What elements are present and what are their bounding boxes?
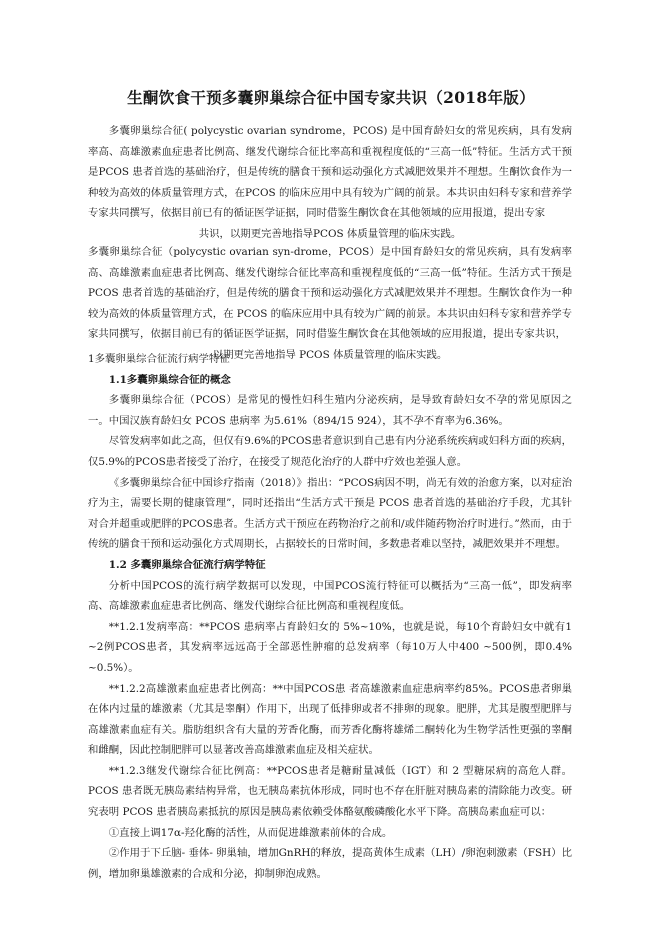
section-heading: 1多囊卵巢综合征流行病学特征 xyxy=(88,353,230,365)
section-1 xyxy=(88,349,572,884)
abstract-paragraph: 多囊卵巢综合征( polycystic ovarian syndrome，PCOS) 是中国育龄妇女的常见疾病，具有发病率高、高雄激素血症患者比例高、继发代谢综合征比率高和重视程度低的“三高一低”特征。生活方式干预是PCOS 患者首选的基础治疗，但是传统的膳食干预和运动强化方式减肥效果并不理想。生酮饮食作为一种较为高效的体质量管理方式，在PCOS 的临床应用中具有较为广阔的前景。本共识由妇科专家和营养学专家共同撰写，依据目前已有的循证医学证据，同时借鉴生酮饮食在其他领域的应用报道，提出专家 xyxy=(88,125,572,220)
paragraph: 多囊卵巢综合征（PCOS）是常见的慢性妇科生殖内分泌疾病，是导致育龄妇女不孕的常见原因之一。中国汉族育龄妇女 PCOS 患病率 为5.61%（894/15 924），其不孕不育率为6.36%。 xyxy=(88,394,572,427)
abstract-last-line: 共识，以期更完善地指导PCOS 体质量管理的临床实践。 xyxy=(198,227,462,240)
numbered-item: ①直接上调17α-羟化酶的活性，从而促进雄激素前体的合成。 xyxy=(108,826,393,839)
intro-paragraph: 多囊卵巢综合征（polycystic ovarian syn-drome，PCOS）是中国育龄妇女的常见疾病，具有发病率高、高雄激素血症患者比例高、继发代谢综合征比率高和重视程度低的“三高一低”特征。生活方式干预是 PCOS 患者首选的基础治疗，但是传统的膳食干预和运动强化方式减肥效果并不理想。生酮饮食作为一种较为高效的体质量管理方式，在 PCOS 的临床应用中具有较为广阔的前景。本共识由妇科专家和营养学专家共同撰写，依据目前已有的循证医学证据，同时借鉴生酮饮食在其他领域的应用报道，提出专家共识， xyxy=(88,246,572,341)
subsection-heading-1-2: 1.2 多囊卵巢综合征流行病学特征 xyxy=(108,558,266,571)
list-item: **1.2.3继发代谢综合征比例高：**PCOS患者是糖耐量减低（IGT）和 2 型糖尿病的高危人群。PCOS 患者既无胰岛素结构异常，也无胰岛素抗体形成，同时也不存在肝脏对胰岛素的清除能力改变。研究表明 PCOS 患者胰岛素抵抗的原因是胰岛素依赖受体酪氨酸磷酸化水平下降。高胰岛素血症可以： xyxy=(88,764,572,819)
intro-paragraph-block xyxy=(88,242,572,366)
subsection-heading-1-1: 1.1多囊卵巢综合征的概念 xyxy=(108,373,231,386)
abstract xyxy=(88,121,572,245)
list-item: **1.2.1发病率高：**PCOS 患病率占育龄妇女的 5%~10%，也就是说，每10个育龄妇女中就有1 ~2例PCOS患者，其发病率远远高于全部恶性肿瘤的总发病率（每10万人中400 ~500例，即0.4% ~0.5%）。 xyxy=(88,620,572,674)
paragraph: 《多囊卵巢综合征中国诊疗指南（2018）》指出：“PCOS病因不明，尚无有效的治愈方案，以对症治疗为主，需要长期的健康管理”，同时还指出“生活方式干预是 PCOS 患者首选的基础治疗手段，尤其针对合并超重或肥胖的PCOS患者。生活方式干预应在药物治疗之前和/或伴随药物治疗时进行。”然而，由于传统的膳食干预和运动强化方式周期长，占据较长的日常时间，多数患者难以坚持，减肥效果并不理想。 xyxy=(88,476,572,551)
paragraph: 尽管发病率如此之高，但仅有9.6%的PCOS患者意识到自己患有内分泌系统疾病或妇科方面的疾病，仅5.9%的PCOS患者接受了治疗，在接受了规范化治疗的人群中疗效也差强人意。 xyxy=(88,435,572,468)
numbered-item: ②作用于下丘脑- 垂体- 卵巢轴，增加GnRH的释放，提高黄体生成素（LH）/卵泡刺激素（FSH）比例，增加卵巢雄激素的合成和分泌，抑制卵泡成熟。 xyxy=(88,847,572,880)
list-item: **1.2.2高雄激素血症患者比例高：**中国PCOS患 者高雄激素血症患病率约85%。PCOS患者卵巢在体内过量的雄激素（尤其是睾酮）作用下，出现了低排卵或者不排卵的现象。肥胖，尤其是腹型肥胖与高雄激素血症有关。脂肪组织含有大量的芳香化酶，而芳香化酶将雄烯二酮转化为生物学活性更强的睾酮和雌酮，因此控制肥胖可以显著改善高雄激素血症及相关症状。 xyxy=(88,682,572,757)
intro-last-line: 以期更完善地指导 PCOS 体质量管理的临床实践。 xyxy=(212,348,448,361)
paragraph: 分析中国PCOS的流行病学数据可以发现，中国PCOS流行特征可以概括为“三高一低”，即发病率高、高雄激素血症患者比例高、继发代谢综合征比例高和重视程度低。 xyxy=(88,579,572,613)
document-title: 生酮饮食干预多囊卵巢综合征中国专家共识（2018年版） xyxy=(127,88,535,107)
